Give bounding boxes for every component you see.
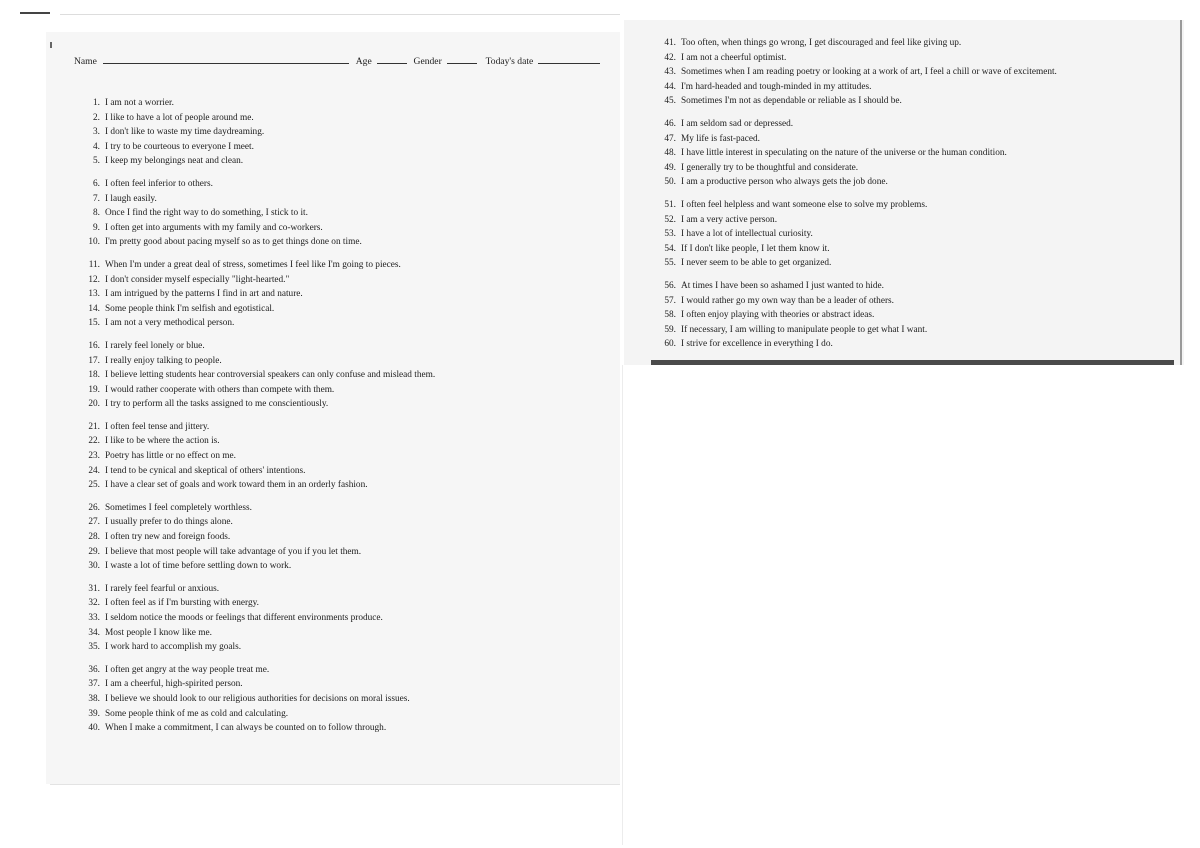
question-text: I really enjoy talking to people. — [105, 355, 222, 366]
question-number: 15. — [88, 318, 100, 329]
question-text: I would rather go my own way than be a leader of others. — [681, 295, 894, 306]
question-group — [650, 198, 1170, 271]
question-group — [74, 177, 614, 250]
question-number: 44. — [664, 81, 676, 92]
question-number: 35. — [88, 642, 100, 653]
question-text: I am not a worrier. — [105, 98, 174, 108]
question-item — [74, 368, 614, 383]
question-text: Some people think I'm selfish and egotistical. — [105, 303, 275, 314]
question-number: 60. — [664, 339, 676, 350]
question-item — [74, 449, 614, 464]
question-group — [74, 420, 614, 493]
gender-field[interactable] — [447, 54, 477, 64]
question-text: I am a very active person. — [681, 214, 778, 225]
question-item — [74, 677, 614, 692]
question-number: 19. — [88, 384, 100, 395]
question-number: 2. — [93, 112, 100, 123]
question-number: 3. — [93, 127, 100, 138]
question-text: I seldom notice the moods or feelings that different environments produce. — [105, 613, 383, 623]
name-label: Name — [74, 56, 97, 67]
question-item — [74, 316, 614, 331]
fold-line — [622, 365, 623, 845]
date-field[interactable] — [538, 54, 600, 64]
question-group — [74, 339, 614, 412]
question-number: 8. — [93, 208, 100, 219]
question-number: 4. — [93, 141, 100, 152]
question-item — [650, 161, 1170, 176]
question-text: I am a cheerful, high-spirited person. — [105, 679, 243, 690]
question-item — [74, 177, 614, 192]
question-item — [650, 146, 1170, 161]
question-item — [74, 221, 614, 236]
question-number: 5. — [93, 156, 100, 167]
question-item — [74, 478, 614, 493]
scan-mark — [20, 12, 50, 14]
question-text: I'm hard-headed and tough-minded in my attitudes. — [681, 81, 872, 92]
question-group — [650, 279, 1170, 352]
question-number: 49. — [664, 162, 676, 173]
top-rule — [60, 14, 620, 15]
question-text: If necessary, I am willing to manipulate people to get what I want. — [681, 324, 928, 335]
question-number: 53. — [664, 229, 676, 240]
question-number: 43. — [664, 67, 676, 78]
question-number: 34. — [88, 627, 100, 638]
question-number: 32. — [88, 598, 100, 609]
question-number: 51. — [664, 199, 676, 210]
question-item — [74, 273, 614, 288]
question-number: 38. — [88, 693, 100, 704]
question-item — [74, 302, 614, 317]
question-item — [650, 65, 1170, 80]
question-number: 18. — [88, 370, 100, 381]
age-field[interactable] — [377, 54, 407, 64]
question-item — [74, 354, 614, 369]
question-number: 27. — [88, 517, 100, 528]
question-item — [74, 125, 614, 140]
question-number: 54. — [664, 243, 676, 254]
question-text: Sometimes I feel completely worthless. — [105, 502, 252, 513]
question-item — [74, 258, 614, 273]
question-item — [74, 434, 614, 449]
question-text: My life is fast-paced. — [681, 133, 760, 144]
question-text: I believe we should look to our religious authorities for decisions on moral issues. — [105, 693, 410, 704]
question-text: I waste a lot of time before settling down to work. — [105, 561, 292, 572]
gender-label: Gender — [413, 56, 442, 67]
question-number: 37. — [88, 679, 100, 690]
question-text: I often get into arguments with my family and co-workers. — [105, 222, 323, 233]
name-field[interactable] — [103, 54, 349, 64]
question-text: I have little interest in speculating on the nature of the universe or the human condition. — [681, 148, 1007, 159]
question-group — [74, 258, 614, 331]
question-item — [74, 611, 614, 626]
question-item — [74, 530, 614, 545]
question-item — [74, 287, 614, 302]
question-number: 58. — [664, 310, 676, 321]
question-item — [650, 294, 1170, 309]
question-number: 9. — [93, 222, 100, 233]
question-number: 25. — [88, 480, 100, 491]
question-text: I'm pretty good about pacing myself so as to get things done on time. — [105, 237, 362, 248]
question-number: 1. — [93, 98, 100, 108]
question-item — [74, 692, 614, 707]
question-text: I rarely feel fearful or anxious. — [105, 583, 220, 594]
question-text: I don't like to waste my time daydreaming. — [105, 127, 265, 138]
question-item — [74, 559, 614, 574]
question-text: I often feel inferior to others. — [105, 178, 213, 189]
question-text: I like to be where the action is. — [105, 436, 220, 447]
question-text: I am not a very methodical person. — [105, 318, 235, 329]
question-number: 21. — [88, 421, 100, 432]
question-item — [650, 51, 1170, 66]
question-text: I tend to be cynical and skeptical of others' intentions. — [105, 465, 306, 476]
question-item — [650, 213, 1170, 228]
question-item — [650, 256, 1170, 271]
question-text: I never seem to be able to get organized. — [681, 258, 832, 269]
question-number: 14. — [88, 303, 100, 314]
questions-column-left — [74, 96, 614, 744]
question-item — [650, 36, 1170, 51]
question-text: I am not a cheerful optimist. — [681, 52, 787, 63]
question-item — [650, 132, 1170, 147]
question-item — [74, 501, 614, 516]
question-text: I often enjoy playing with theories or abstract ideas. — [681, 310, 875, 321]
question-text: I keep my belongings neat and clean. — [105, 156, 244, 167]
question-number: 7. — [93, 193, 100, 204]
question-text: I strive for excellence in everything I do. — [681, 339, 833, 350]
question-text: I rarely feel lonely or blue. — [105, 340, 205, 351]
question-text: I often feel as if I'm bursting with energy. — [105, 598, 259, 609]
question-text: I would rather cooperate with others than compete with them. — [105, 384, 335, 395]
question-number: 28. — [88, 532, 100, 543]
age-label: Age — [355, 56, 372, 67]
question-text: Too often, when things go wrong, I get discouraged and feel like giving up. — [681, 38, 962, 48]
question-text: I work hard to accomplish my goals. — [105, 642, 242, 653]
question-number: 50. — [664, 177, 676, 188]
question-number: 22. — [88, 436, 100, 447]
question-number: 26. — [88, 502, 100, 513]
question-text: I believe letting students hear controversial speakers can only confuse and mislead them. — [105, 370, 436, 381]
question-group — [650, 117, 1170, 190]
question-number: 20. — [88, 399, 100, 410]
question-text: If I don't like people, I let them know it. — [681, 243, 830, 254]
question-item — [650, 242, 1170, 257]
question-group — [74, 501, 614, 574]
question-number: 46. — [664, 118, 676, 129]
question-text: Sometimes when I am reading poetry or looking at a work of art, I feel a chill or wave of excitement. — [681, 67, 1057, 78]
question-number: 55. — [664, 258, 676, 269]
question-number: 36. — [88, 664, 100, 675]
question-item — [650, 175, 1170, 190]
question-item — [650, 279, 1170, 294]
question-item — [650, 80, 1170, 95]
date-label: Today's date — [485, 56, 534, 67]
question-item — [74, 464, 614, 479]
question-number: 12. — [88, 274, 100, 285]
question-item — [74, 383, 614, 398]
question-item — [650, 227, 1170, 242]
question-number: 40. — [88, 723, 100, 734]
question-number: 6. — [93, 178, 100, 189]
question-text: I am a productive person who always gets the job done. — [681, 177, 888, 188]
question-item — [74, 235, 614, 250]
question-text: I often get angry at the way people treat me. — [105, 664, 270, 675]
question-item — [74, 206, 614, 221]
question-text: I often try new and foreign foods. — [105, 532, 231, 543]
question-text: I generally try to be thoughtful and considerate. — [681, 162, 859, 173]
question-item — [74, 339, 614, 354]
question-number: 16. — [88, 340, 100, 351]
question-group — [74, 582, 614, 655]
question-text: I don't consider myself especially "light-hearted." — [105, 274, 290, 285]
bottom-rule — [50, 784, 620, 785]
question-item — [74, 154, 614, 169]
question-number: 39. — [88, 708, 100, 719]
question-item — [74, 140, 614, 155]
question-item — [74, 111, 614, 126]
question-group — [74, 663, 614, 736]
question-item — [650, 117, 1170, 132]
question-number: 42. — [664, 52, 676, 63]
question-item — [650, 94, 1170, 109]
page-edge — [1180, 20, 1182, 365]
respondent-info-header — [74, 54, 604, 66]
question-item — [74, 515, 614, 530]
question-number: 48. — [664, 148, 676, 159]
question-text: I usually prefer to do things alone. — [105, 517, 233, 528]
question-number: 47. — [664, 133, 676, 144]
question-text: At times I have been so ashamed I just wanted to hide. — [681, 280, 884, 291]
question-text: Most people I know like me. — [105, 627, 212, 638]
question-text: I am seldom sad or depressed. — [681, 118, 794, 129]
question-item — [74, 707, 614, 722]
question-text: I believe that most people will take advantage of you if you let them. — [105, 546, 362, 557]
question-number: 45. — [664, 96, 676, 107]
question-text: When I make a commitment, I can always be counted on to follow through. — [105, 723, 387, 734]
question-number: 30. — [88, 561, 100, 572]
question-number: 11. — [88, 259, 100, 270]
question-number: 24. — [88, 465, 100, 476]
questions-column-right — [650, 36, 1170, 360]
question-item — [74, 721, 614, 736]
question-item — [74, 596, 614, 611]
question-text: Once I find the right way to do something, I stick to it. — [105, 208, 308, 219]
question-number: 10. — [88, 237, 100, 248]
question-item — [74, 663, 614, 678]
question-number: 57. — [664, 295, 676, 306]
question-item — [74, 96, 614, 111]
question-text: Some people think of me as cold and calculating. — [105, 708, 289, 719]
question-item — [650, 337, 1170, 352]
question-text: I have a lot of intellectual curiosity. — [681, 229, 813, 240]
question-text: I try to be courteous to everyone I meet. — [105, 141, 254, 152]
question-number: 29. — [88, 546, 100, 557]
question-item — [650, 323, 1170, 338]
question-text: I have a clear set of goals and work toward them in an orderly fashion. — [105, 480, 368, 491]
question-text: Poetry has little or no effect on me. — [105, 451, 236, 462]
question-number: 52. — [664, 214, 676, 225]
question-item — [650, 308, 1170, 323]
question-text: I try to perform all the tasks assigned to me conscientiously. — [105, 399, 329, 410]
question-text: I like to have a lot of people around me. — [105, 112, 254, 123]
question-item — [74, 420, 614, 435]
question-item — [74, 640, 614, 655]
question-number: 33. — [88, 613, 100, 623]
question-text: I am intrigued by the patterns I find in art and nature. — [105, 289, 303, 300]
question-number: 56. — [664, 280, 676, 291]
question-number: 17. — [88, 355, 100, 366]
question-item — [74, 626, 614, 641]
question-number: 41. — [664, 38, 676, 48]
question-group — [74, 96, 614, 169]
section-end-rule — [651, 360, 1174, 365]
question-text: When I'm under a great deal of stress, sometimes I feel like I'm going to pieces. — [105, 259, 401, 270]
question-number: 31. — [88, 583, 100, 594]
question-item — [74, 545, 614, 560]
question-item — [74, 192, 614, 207]
question-text: Sometimes I'm not as dependable or reliable as I should be. — [681, 96, 902, 107]
question-text: I often feel helpless and want someone else to solve my problems. — [681, 199, 928, 210]
question-text: I laugh easily. — [105, 193, 157, 204]
question-number: 59. — [664, 324, 676, 335]
question-group — [650, 36, 1170, 109]
question-number: 13. — [88, 289, 100, 300]
question-item — [74, 582, 614, 597]
question-item — [74, 397, 614, 412]
question-number: 23. — [88, 451, 100, 462]
question-text: I often feel tense and jittery. — [105, 421, 210, 432]
scan-tick — [50, 42, 52, 48]
question-item — [650, 198, 1170, 213]
